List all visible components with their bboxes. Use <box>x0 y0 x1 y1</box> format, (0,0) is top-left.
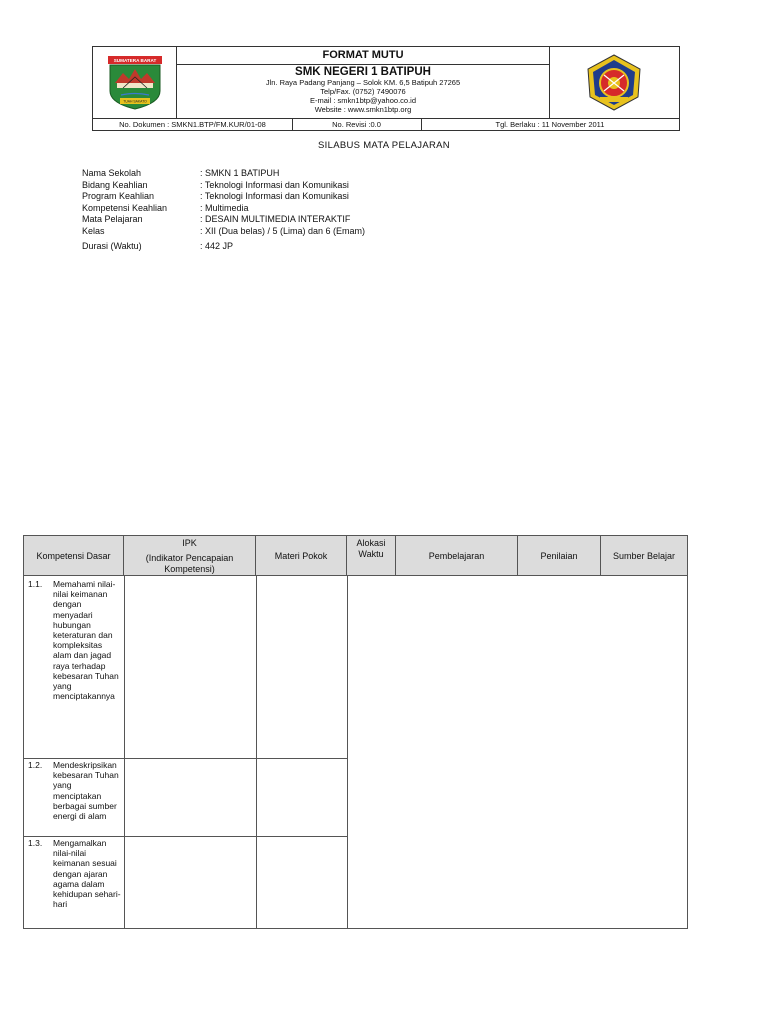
kd-text: Mendeskripsikan kebesaran Tuhan yang menciptakan berbagai sumber energi di alam <box>53 760 119 822</box>
info-value: : SMKN 1 BATIPUH <box>200 168 280 178</box>
kd-number: 1.2. <box>28 760 43 770</box>
info-value: : XII (Dua belas) / 5 (Lima) dan 6 (Emam) <box>200 225 366 236</box>
svg-text:TUAH SAKATO: TUAH SAKATO <box>123 99 147 104</box>
website-line: Website : www.smkn1btp.org <box>314 105 412 114</box>
info-value: : 442 JP <box>200 241 234 251</box>
document-title: SILABUS MATA PELAJARAN <box>318 140 450 151</box>
logo-left-cell <box>93 47 177 118</box>
info-key: Nama Sekolah <box>82 168 142 178</box>
info-key: Kompetensi Keahlian <box>82 202 168 213</box>
header-materi-pokok: Materi Pokok <box>256 536 347 576</box>
address-line: Jln. Raya Padang Panjang – Solok KM. 6,5 Batipuh 27265 <box>265 78 461 87</box>
document-header <box>92 46 680 131</box>
document-info-row <box>93 118 679 131</box>
school-name: SMK NEGERI 1 BATIPUH <box>295 66 431 78</box>
header-pembelajaran: Pembelajaran <box>396 536 518 576</box>
info-value: : Teknologi Informasi dan Komunikasi <box>200 179 349 190</box>
header-center <box>177 47 549 118</box>
column-divider <box>124 576 125 928</box>
phone-line: Telp/Fax. (0752) 7490076 <box>320 87 406 96</box>
info-value: : DESAIN MULTIMEDIA INTERAKTIF <box>200 214 351 224</box>
info-value: : Teknologi Informasi dan Komunikasi <box>200 191 349 201</box>
smk-school-emblem <box>550 47 678 117</box>
syllabus-table <box>23 535 688 929</box>
format-title: FORMAT MUTU <box>177 47 549 65</box>
row-divider <box>24 758 347 759</box>
info-key: Kelas <box>82 225 105 236</box>
table-header <box>24 536 687 576</box>
kd-text: Memahami nilai-nilai keimanan dengan menyadari hubungan keteraturan dan kompleksitas alam dan jagad raya terhadap kebesaran Tuhan yang menciptakannya <box>53 579 119 702</box>
info-key: Mata Pelajaran <box>82 214 143 224</box>
kd-text: Mengamalkan nilai-nilai keimanan sesuai dengan ajaran agama dalam kehidupan sehari-hari <box>53 838 121 910</box>
header-ipk <box>124 536 256 576</box>
info-key: Program Keahlian <box>82 191 155 201</box>
header-ipk-label: IPK <box>182 537 197 548</box>
email-line: E-mail : smkn1btp@yahoo.co.id <box>310 96 416 105</box>
logo-right-cell <box>549 47 679 118</box>
sumatera-barat-emblem <box>93 47 177 117</box>
document-number: No. Dokumen : SMKN1.BTP/FM.KUR/01-08 <box>93 119 293 131</box>
header-alokasi-waktu: Alokasi Waktu <box>347 536 396 576</box>
header-sumber-belajar: Sumber Belajar <box>612 550 676 561</box>
column-divider <box>347 576 348 928</box>
header-penilaian: Penilaian <box>518 536 601 576</box>
kd-number: 1.3. <box>28 838 43 848</box>
info-key: Bidang Keahlian <box>82 179 148 190</box>
row-divider <box>24 836 347 837</box>
kd-number: 1.1. <box>28 579 43 589</box>
svg-text:SUMATERA BARAT: SUMATERA BARAT <box>113 58 157 63</box>
effective-date: Tgl. Berlaku : 11 November 2011 <box>495 120 605 129</box>
column-divider <box>256 576 257 928</box>
info-key: Durasi (Waktu) <box>82 241 142 251</box>
header-ipk-desc: (Indikator Pencapaian Kompetensi) <box>145 552 234 574</box>
info-value: : Multimedia <box>200 202 249 213</box>
revision-number: No. Revisi :0.0 <box>292 119 422 131</box>
header-kompetensi-dasar: Kompetensi Dasar <box>24 536 124 576</box>
